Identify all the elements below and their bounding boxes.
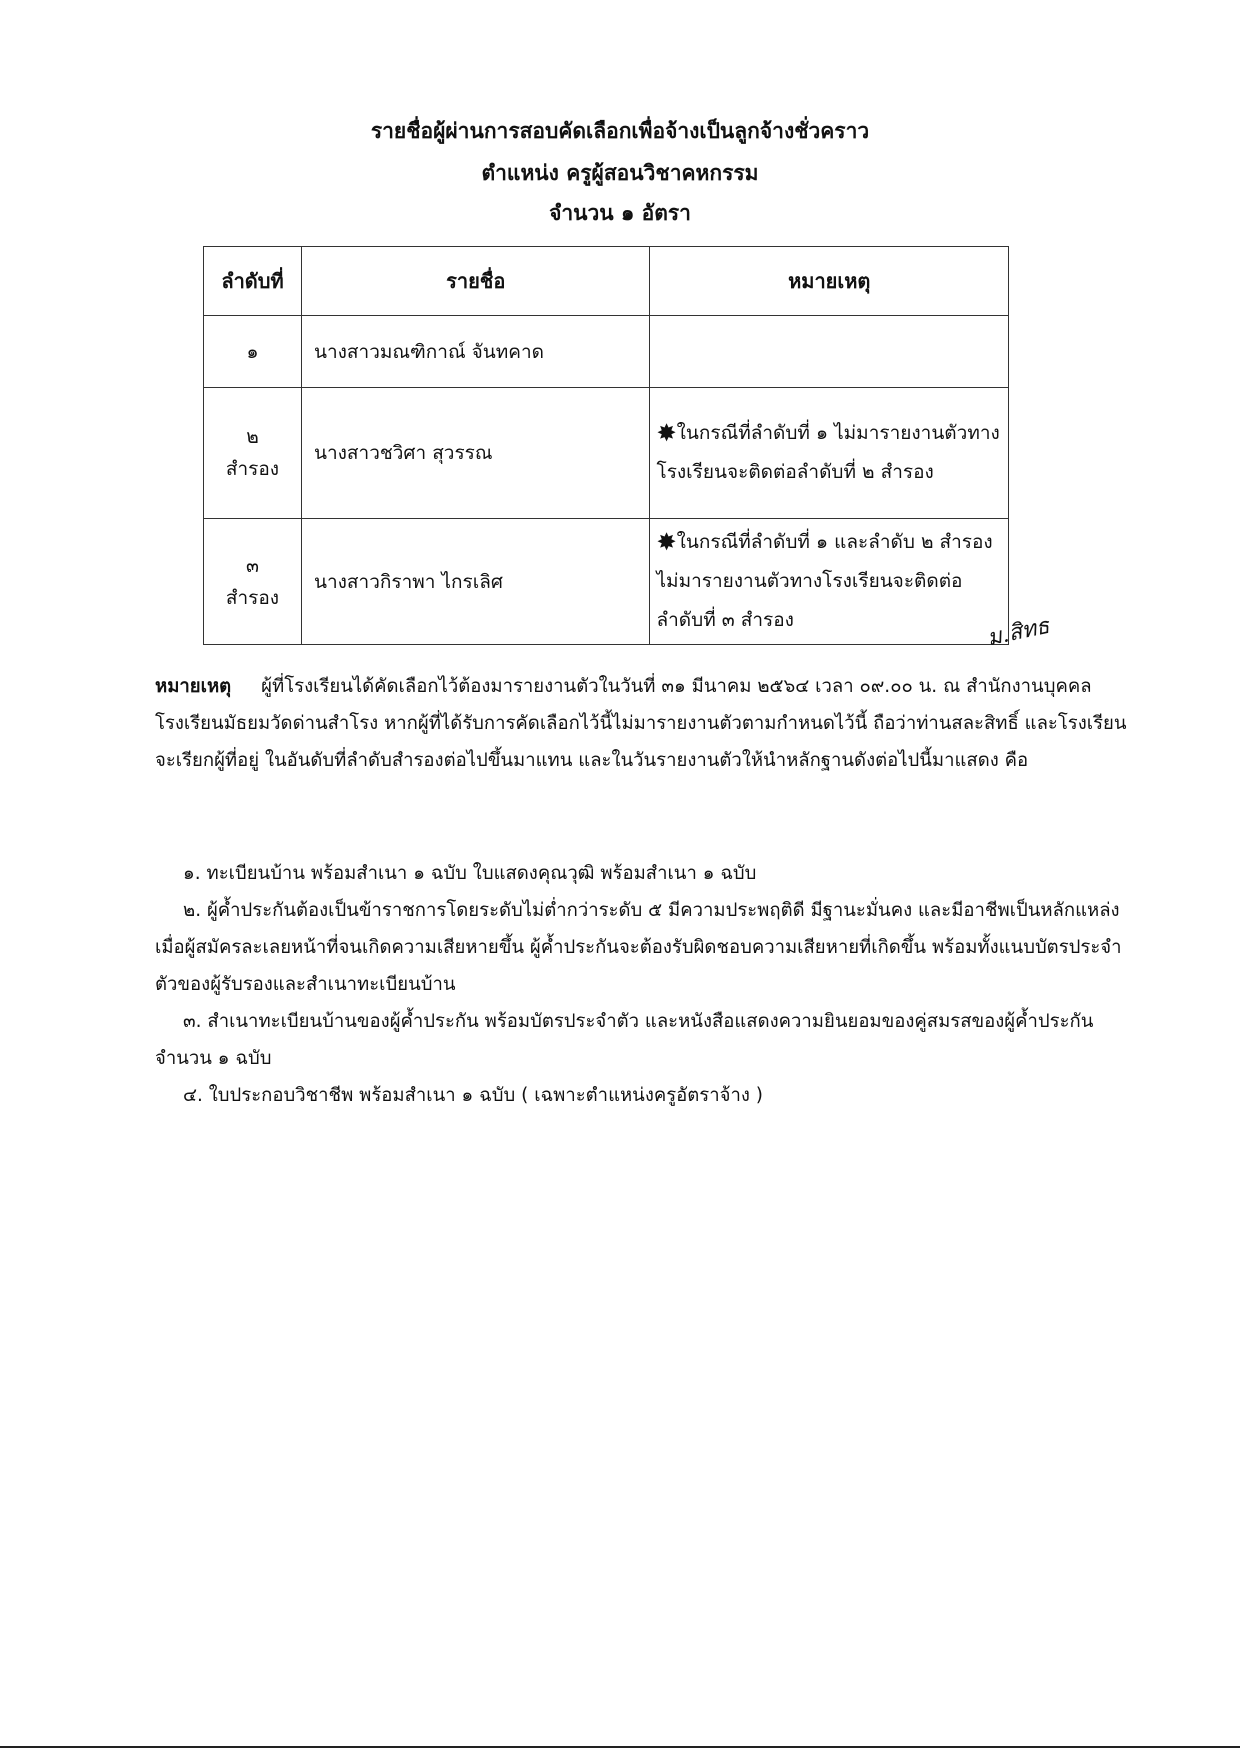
row-name: นางสาวชวิศา สุวรรณ (302, 388, 650, 519)
row-reserve-label: สำรอง (225, 458, 280, 480)
header-remark: หมายเหตุ (650, 247, 1009, 316)
row-order-cell (204, 388, 302, 519)
page-bottom-border (0, 1746, 1240, 1748)
table-row (204, 388, 1009, 519)
row-order-cell (204, 316, 302, 388)
row-note-cell (650, 519, 1052, 652)
row-order-cell (204, 519, 302, 645)
row-note: ในกรณีที่ลำดับที่ ๑ และลำดับ ๒ สำรอง ไม่มารายงานตัวทางโรงเรียนจะติดต่อลำดับที่ ๓ สำรอง (656, 531, 993, 631)
list-item: ๒. ผู้ค้ำประกันต้องเป็นข้าราชการโดยระดับไม่ต่ำกว่าระดับ ๕ มีความประพฤติดี มีฐานะมั่นคง และมีอาชีพเป็นหลักแหล่งเมื่อผู้สมัครละเลยหน้าที่จนเกิดความเสียหายขึ้น ผู้ค้ำประกันจะต้องรับผิดชอบความเสียหายที่เกิดขึ้น พร้อมทั้งแนบบัตรประจำตัวของผู้รับรองและสำเนาทะเบียนบ้าน (155, 900, 1122, 995)
asterisk-star-icon: ✸ (656, 419, 677, 447)
row-note (650, 316, 1009, 388)
remark-paragraph (155, 668, 1130, 779)
required-documents-list (155, 855, 1130, 1114)
handwritten-signature: ม.สิทธ (985, 613, 1052, 652)
row-note-cell (650, 388, 1009, 519)
row-order: ๒ (246, 426, 259, 448)
position-title: ตำแหน่ง ครูผู้สอนวิชาคหกรรม (481, 161, 759, 185)
table-header-row (204, 247, 1009, 316)
document-title: รายชื่อผู้ผ่านการสอบคัดเลือกเพื่อจ้างเป็นลูกจ้างชั่วคราว (370, 119, 870, 143)
header-name: รายชื่อ (302, 247, 650, 316)
row-order: ๑ (246, 340, 259, 363)
table-row (204, 519, 1009, 645)
header-order: ลำดับที่ (204, 247, 302, 316)
row-reserve-label: สำรอง (225, 586, 280, 609)
remark-text: ผู้ที่โรงเรียนได้คัดเลือกไว้ต้องมารายงานตัวในวันที่ ๓๑ มีนาคม ๒๕๖๔ เวลา ๐๙.๐๐ น. ณ สำนักงานบุคคล โรงเรียนมัธยมวัดด่านสำโรง หากผู้ที่ได้รับการคัดเลือกไว้นี้ไม่มารายงานตัวตามกำหนดไว้นี้ ถือว่าท่านสละสิทธิ์ และโรงเรียนจะเรียกผู้ที่อยู่ ในอันดับที่ลำดับสำรองต่อไปขึ้นมาแทน และในวันรายงานตัวให้นำหลักฐานดังต่อไปนี้มาแสดง คือ (155, 676, 1127, 771)
vacancy-count: จำนวน ๑ อัตรา (549, 201, 691, 225)
asterisk-star-icon: ✸ (656, 528, 677, 556)
list-item: ๓. สำเนาทะเบียนบ้านของผู้ค้ำประกัน พร้อมบัตรประจำตัว และหนังสือแสดงความยินยอมของคู่สมรสของผู้ค้ำประกัน จำนวน ๑ ฉบับ (155, 1011, 1094, 1069)
list-item: ๑. ทะเบียนบ้าน พร้อมสำเนา ๑ ฉบับ ใบแสดงคุณวุฒิ พร้อมสำเนา ๑ ฉบับ (183, 863, 757, 884)
table-row (204, 316, 1009, 388)
candidate-table (203, 246, 1052, 652)
list-item: ๔. ใบประกอบวิชาชีพ พร้อมสำเนา ๑ ฉบับ ( เฉพาะตำแหน่งครูอัตราจ้าง ) (183, 1085, 763, 1106)
row-order: ๓ (246, 554, 259, 577)
remark-label: หมายเหตุ (155, 676, 232, 697)
row-name: นางสาวมณฑิกาณ์ จันทคาด (302, 316, 650, 388)
row-name: นางสาวกิราพา ไกรเลิศ (302, 519, 650, 645)
row-note: ในกรณีที่ลำดับที่ ๑ ไม่มารายงานตัวทางโรงเรียนจะติดต่อลำดับที่ ๒ สำรอง (656, 422, 1000, 483)
